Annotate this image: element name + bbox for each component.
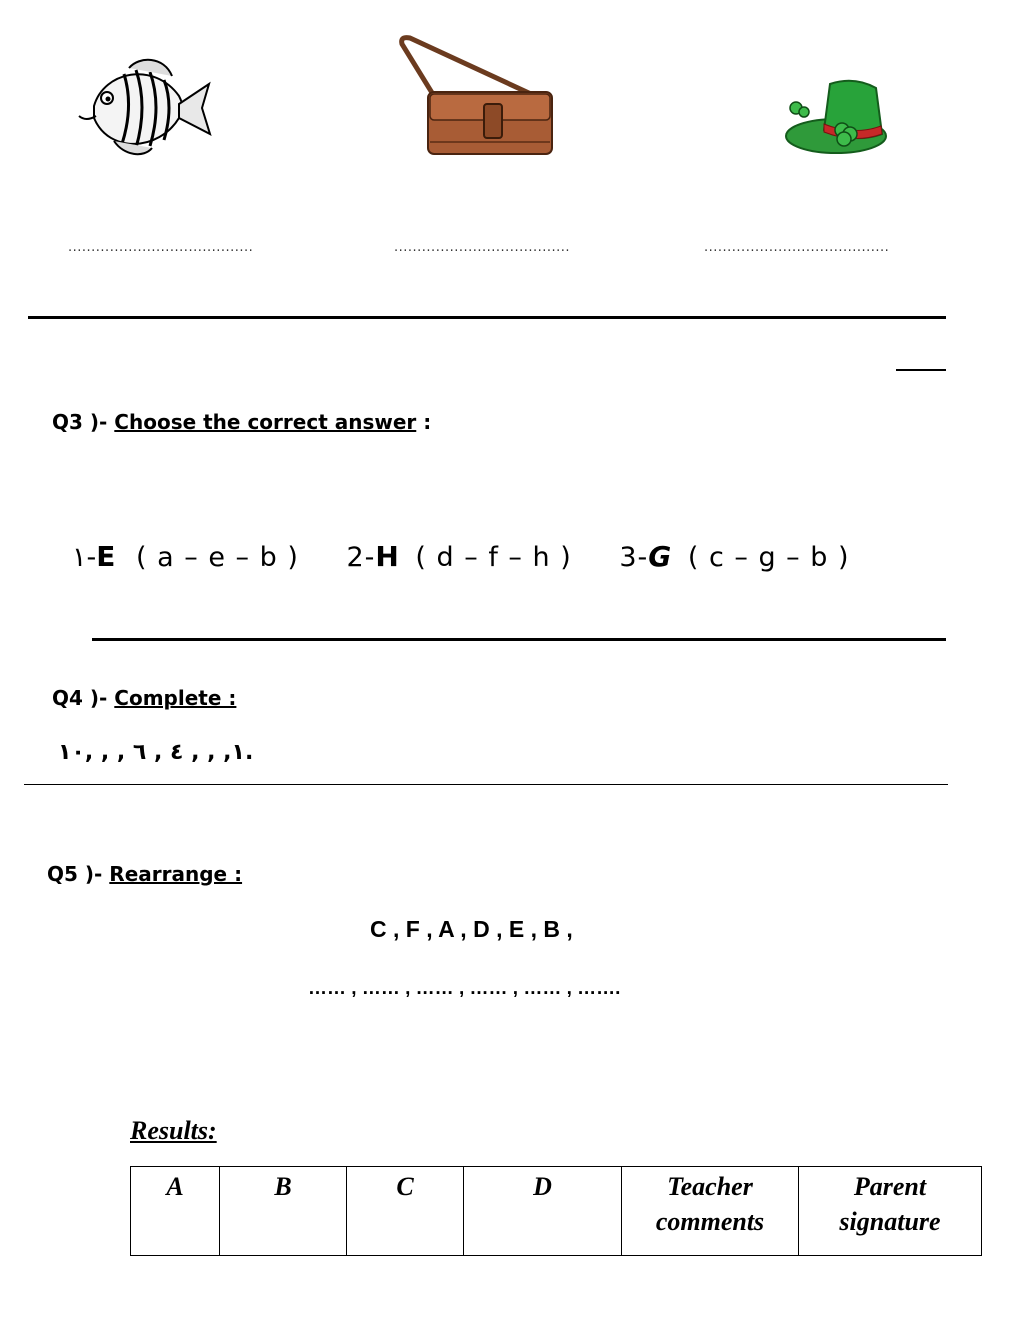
q5-title: Rearrange : xyxy=(109,862,243,886)
q3-item-2-letter: H xyxy=(375,540,400,573)
q3-title: Choose the correct answer xyxy=(114,410,417,434)
divider-line-1 xyxy=(28,316,946,319)
results-table xyxy=(130,1166,982,1256)
divider-line-3 xyxy=(24,784,948,785)
q3-label: Q3 )- xyxy=(52,410,115,434)
q3-item-1 xyxy=(72,542,299,573)
handbag-icon xyxy=(394,34,556,158)
q3-item-2 xyxy=(346,542,571,573)
results-title: Results: xyxy=(130,1116,217,1145)
q4-sequence[interactable]: ١, , , ٤ , ٦ , , ,١٠. xyxy=(58,740,254,765)
results-col-b: B xyxy=(220,1167,347,1256)
hat-icon xyxy=(784,78,890,158)
q3-item-2-choices[interactable]: ( d – f – h ) xyxy=(415,542,572,573)
q3-options xyxy=(72,540,888,573)
q3-item-1-letter: E xyxy=(96,540,117,573)
results-col-parent-signature: Parent signature xyxy=(799,1167,982,1256)
fish-picture xyxy=(74,56,214,158)
q3-colon: : xyxy=(416,410,432,434)
handbag-picture xyxy=(394,34,556,158)
q4-label: Q4 )- xyxy=(52,686,115,710)
q4-title: Complete : xyxy=(114,686,237,710)
q3-item-2-number: 2- xyxy=(346,542,376,573)
short-divider xyxy=(896,369,946,371)
results-col-teacher-comments: Teacher comments xyxy=(622,1167,799,1256)
answer-blank-fish[interactable]: ........................................ xyxy=(68,240,254,255)
results-col-d: D xyxy=(464,1167,622,1256)
q5-label: Q5 )- xyxy=(47,862,110,886)
answer-blank-handbag[interactable]: ...................................... xyxy=(394,240,571,255)
answer-blank-hat[interactable]: ........................................ xyxy=(704,240,890,255)
q3-item-1-number: ١- xyxy=(72,542,97,573)
q3-item-3-letter: G xyxy=(648,540,673,573)
q5-heading xyxy=(47,862,242,886)
q3-item-3-number: 3- xyxy=(619,542,649,573)
q3-item-3-choices[interactable]: ( c – g – b ) xyxy=(687,542,850,573)
q3-heading xyxy=(52,410,431,434)
q5-answer-blanks[interactable]: …… , …… , …… , …… , …… , ……. xyxy=(308,978,621,999)
q4-heading xyxy=(52,686,236,710)
q3-item-3 xyxy=(619,542,849,573)
q3-item-1-choices[interactable]: ( a – e – b ) xyxy=(136,542,299,573)
hat-picture xyxy=(784,78,890,158)
results-col-c: C xyxy=(347,1167,464,1256)
divider-line-2 xyxy=(92,638,946,641)
results-table-row xyxy=(131,1167,982,1256)
results-col-a: A xyxy=(131,1167,220,1256)
fish-icon xyxy=(74,56,214,158)
q5-letters: C , F , A , D , E , B , xyxy=(370,916,573,942)
